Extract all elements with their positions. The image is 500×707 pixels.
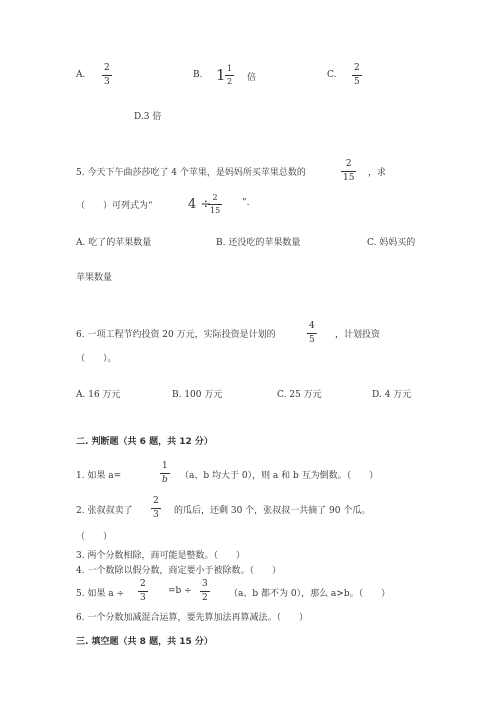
judge-3: 3. 两个分数相除，商可能是整数。（ ） [76,551,245,561]
judge-2-paren: （ ） [76,532,113,542]
q6-option-b: B. 100 万元 [172,390,223,400]
judge-5-mid: =b ÷ [168,586,192,596]
judge-1-end: （a、b 均大于 0），则 a 和 b 互为倒数。（ ） [180,471,379,481]
judge-2-end: 的瓜后，还剩 30 个，张叔叔一共摘了 90 个瓜。 [174,506,371,516]
q5-stem-line2-end: ”. [242,198,250,208]
q5-expression: 4 ÷ [188,197,212,212]
q4-option-a-label: A. [76,70,86,80]
q4-option-c-fraction: 2 5 [354,63,360,87]
q6-stem-line1-end: ，计划投资 [335,330,381,340]
q4-option-b-unit: 倍 [247,73,257,83]
judge-2-start: 2. 张叔叔卖了 [76,506,133,516]
q6-option-c: C. 25 万元 [277,390,322,400]
q6-option-a: A. 16 万元 [76,390,121,400]
judge-1-start: 1. 如果 a= [76,471,122,481]
q5-expression-fraction: 2 15 [210,193,221,215]
q5-fraction: 2 15 [343,159,355,183]
q4-option-b-whole: 1 [216,66,226,84]
q6-fraction: 4 5 [309,321,315,345]
judge-5-fraction-1: 2 3 [140,579,146,603]
judge-5-fraction-2: 3 2 [202,579,208,603]
judge-4: 4. 一个数除以假分数，商定要小于被除数。（ ） [76,566,281,576]
q4-option-d: D.3 倍 [134,112,162,122]
section-2-title: 二. 判断题（共 6 题，共 12 分） [76,437,213,447]
judge-6: 6. 一个分数加减混合运算，要先算加法再算减法。（ ） [76,613,308,623]
q5-stem-line1-end: ，求 [368,168,387,178]
q4-option-b-fraction: 1 2 [227,64,233,86]
q4-option-a-fraction: 2 3 [104,63,110,87]
q5-option-c: C. 妈妈买的 [367,238,416,248]
judge-5-end: （a、b 都不为 0），那么 a>b。（ ） [229,589,391,599]
q6-option-d: D. 4 万元 [372,390,412,400]
q5-stem-line1: 5. 今天下午曲莎莎吃了 4 个苹果，是妈妈所买苹果总数的 [76,168,306,178]
q4-option-b-label: B. [193,70,203,80]
judge-1-fraction: 1 b [162,461,168,485]
q6-stem-line2: （ ）。 [76,354,117,364]
q5-stem-line2: （ ）可列式为“ [76,201,153,211]
q5-option-a: A. 吃了的苹果数量 [76,238,152,248]
q4-option-c-label: C. [327,70,337,80]
q6-stem-line1: 6. 一项工程节约投资 20 万元，实际投资是计划的 [76,330,276,340]
q5-option-c-continued: 苹果数量 [76,273,113,283]
q5-option-b: B. 还没吃的苹果数量 [216,238,301,248]
judge-2-fraction: 2 3 [153,496,159,520]
section-3-title: 三. 填空题（共 8 题，共 15 分） [76,637,213,647]
judge-5-start: 5. 如果 a ÷ [76,589,125,599]
